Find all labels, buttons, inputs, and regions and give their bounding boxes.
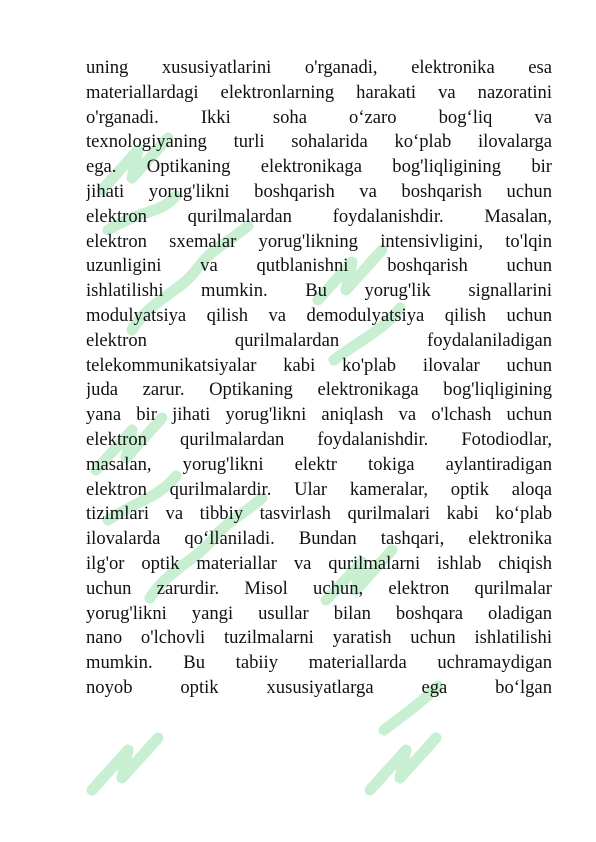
text-line: elektron qurilmalardan foydalanishdir. Fotodiodlar, [86, 428, 552, 450]
text-line: uning xususiyatlarini o'rganadi, elektronika esa [86, 57, 552, 78]
text-line: materiallardagi elektronlarning harakati va nazoratini [86, 81, 552, 103]
text-line: jihati yorug'likni boshqarish va boshqarish uchun [86, 180, 552, 202]
text-line: elektron qurilmalardan foydalanishdir. Masalan, [86, 205, 552, 227]
text-line: masalan, yorug'likni elektr tokiga aylantiradigan [86, 453, 552, 475]
text-line: telekommunikatsiyalar kabi ko'plab ilovalar uchun [86, 354, 552, 376]
text-line: o'rganadi. Ikki soha o‘zaro bog‘liq va [86, 106, 552, 128]
text-line: elektron qurilmalardan foydalaniladigan [86, 329, 552, 351]
text-line: juda zarur. Optikaning elektronikaga bog'liqligining [86, 379, 552, 401]
text-line: uchun zarurdir. Misol uchun, elektron qurilmalar [86, 577, 552, 599]
text-line: nano o'lchovli tuzilmalarni yaratish uchun ishlatilishi [86, 627, 552, 649]
text-line: ishlatilishi mumkin. Bu yorug'lik signallarini [86, 280, 552, 302]
watermark-mark [92, 738, 158, 790]
text-line: ilovalarda qo‘llaniladi. Bundan tashqari, elektronika [86, 528, 552, 550]
text-line: tizimlari va tibbiy tasvirlash qurilmalari kabi ko‘plab [86, 503, 552, 525]
text-line: texnologiyaning turli sohalarida ko‘plab ilovalarga [86, 131, 552, 153]
text-line: modulyatsiya qilish va demodulyatsiya qilish uchun [86, 304, 552, 326]
watermark-mark [370, 738, 436, 790]
text-line: yorug'likni yangi usullar bilan boshqara oladigan [86, 602, 552, 624]
text-line: elektron qurilmalardir. Ular kameralar, optik aloqa [86, 478, 552, 500]
text-line: elektron sxemalar yorug'likning intensivligini, to'lqin [86, 230, 552, 252]
text-line: uzunligini va qutblanishni boshqarish uchun [86, 255, 552, 277]
text-line: ega. Optikaning elektronikaga bog'liqligining bir [86, 156, 552, 178]
text-line: noyob optik xususiyatlarga ega bo‘lgan [86, 676, 552, 698]
text-line: ilg'or optik materiallar va qurilmalarni ishlab chiqish [86, 552, 552, 574]
text-line: yana bir jihati yorug'likni aniqlash va o'lchash uchun [86, 404, 552, 426]
page-body-text [86, 56, 552, 701]
text-line: mumkin. Bu tabiiy materiallarda uchramaydigan [86, 652, 552, 674]
